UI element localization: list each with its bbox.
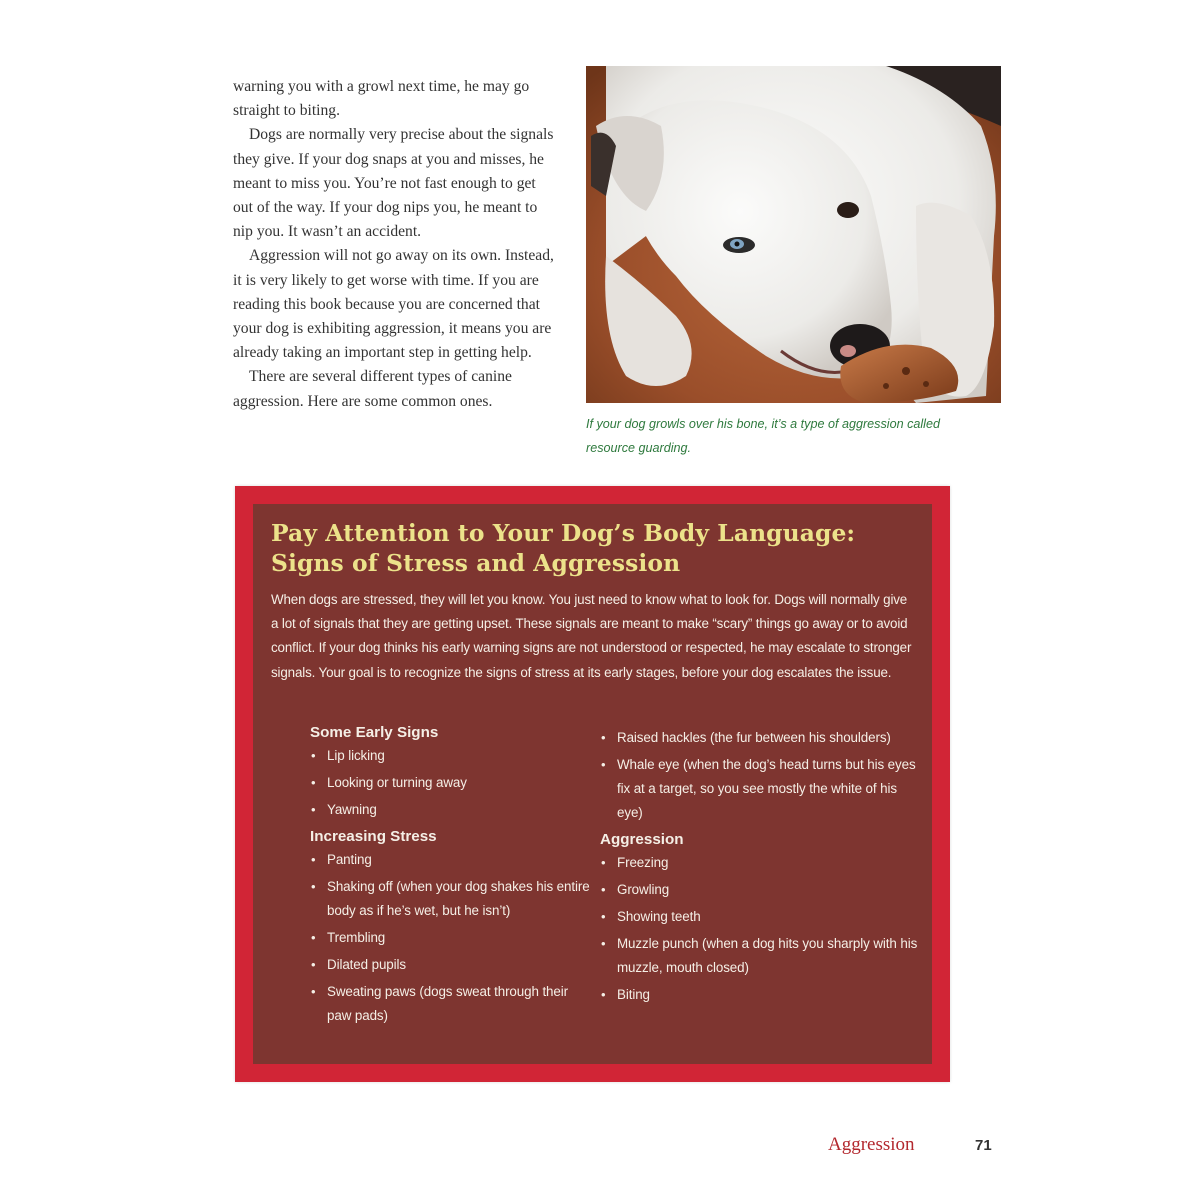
bullet-icon: • (601, 909, 606, 924)
increasing-stress-list (310, 848, 590, 1028)
sidebar-title-line1: Pay Attention to Your Dog’s Body Language: (271, 519, 856, 547)
sidebar-title-line2: Signs of Stress and Aggression (271, 549, 681, 577)
list-item: • Trembling (310, 926, 590, 950)
aggression-heading: Aggression (600, 831, 684, 848)
aggression-list (600, 851, 920, 1007)
list-item: • Panting (310, 848, 590, 872)
running-footer-section: Aggression (828, 1134, 915, 1155)
bullet-icon: • (601, 882, 606, 897)
bullet-icon: • (601, 855, 606, 870)
list-item: • Raised hackles (the fur between his shoulders) (600, 726, 920, 750)
increasing-stress-heading: Increasing Stress (310, 828, 437, 845)
list-item: • Yawning (310, 798, 590, 822)
list-item: • Muzzle punch (when a dog hits you sharply with his muzzle, mouth closed) (600, 932, 920, 980)
sidebar-inner-panel (253, 504, 932, 1064)
list-item: • Dilated pupils (310, 953, 590, 977)
bullet-icon: • (311, 879, 316, 894)
body-text-column (233, 75, 558, 414)
dog-photo (586, 66, 1001, 403)
early-signs-list (310, 744, 590, 822)
bullet-icon: • (311, 957, 316, 972)
body-paragraph: warning you with a growl next time, he may go straight to biting. (233, 78, 530, 120)
continued-stress-list (600, 726, 920, 825)
page-number: 71 (975, 1137, 992, 1154)
signs-column-right (600, 722, 920, 1011)
bullet-icon: • (311, 802, 316, 817)
signs-column-left (310, 722, 590, 1032)
sidebar-title (271, 518, 912, 578)
bullet-icon: • (311, 984, 316, 999)
list-item: • Shaking off (when your dog shakes his entire body as if he’s wet, but he isn’t) (310, 875, 590, 923)
list-item: • Sweating paws (dogs sweat through their paw pads) (310, 980, 590, 1028)
list-item: • Freezing (600, 851, 920, 875)
bullet-icon: • (601, 730, 606, 745)
early-signs-heading: Some Early Signs (310, 724, 439, 741)
bullet-icon: • (601, 936, 606, 951)
bullet-icon: • (311, 852, 316, 867)
bullet-icon: • (601, 757, 606, 772)
bullet-icon: • (311, 930, 316, 945)
body-language-sidebar (235, 486, 950, 1082)
bullet-icon: • (311, 775, 316, 790)
list-item: • Whale eye (when the dog’s head turns but his eyes fix at a target, so you see mostly the white of his eye) (600, 753, 920, 825)
list-item: • Looking or turning away (310, 771, 590, 795)
sidebar-intro: When dogs are stressed, they will let you know. You just need to know what to look for. Dogs will normally give a lot of signals that they are getting upset. These signals are meant to make “scary” things go away or to avoid conflict. If your dog thinks his early warning signs are not understood or respected, he may escalate to stronger signals. Your goal is to recognize the signs of stress at its early stages, before your dog escalates the issue. (271, 592, 912, 680)
list-item: • Lip licking (310, 744, 590, 768)
dog-illustration (586, 66, 1001, 403)
list-item: • Growling (600, 878, 920, 902)
bullet-icon: • (601, 987, 606, 1002)
body-paragraph: Aggression will not go away on its own. Instead, it is very likely to get worse with time. If you are reading this book because you are concerned that your dog is exhibiting aggression, it means you are already taking an important step in getting help. (233, 247, 554, 362)
photo-caption: If your dog growls over his bone, it’s a type of aggression called resource guarding. (586, 417, 940, 455)
body-paragraph: There are several different types of canine aggression. Here are some common ones. (233, 368, 512, 410)
bullet-icon: • (311, 748, 316, 763)
list-item: • Showing teeth (600, 905, 920, 929)
body-paragraph: Dogs are normally very precise about the signals they give. If your dog snaps at you and misses, he meant to miss you. You’re not fast enough to get out of the way. If your dog nips you, he meant to nip you. It wasn’t an accident. (233, 126, 554, 241)
list-item: • Biting (600, 983, 920, 1007)
